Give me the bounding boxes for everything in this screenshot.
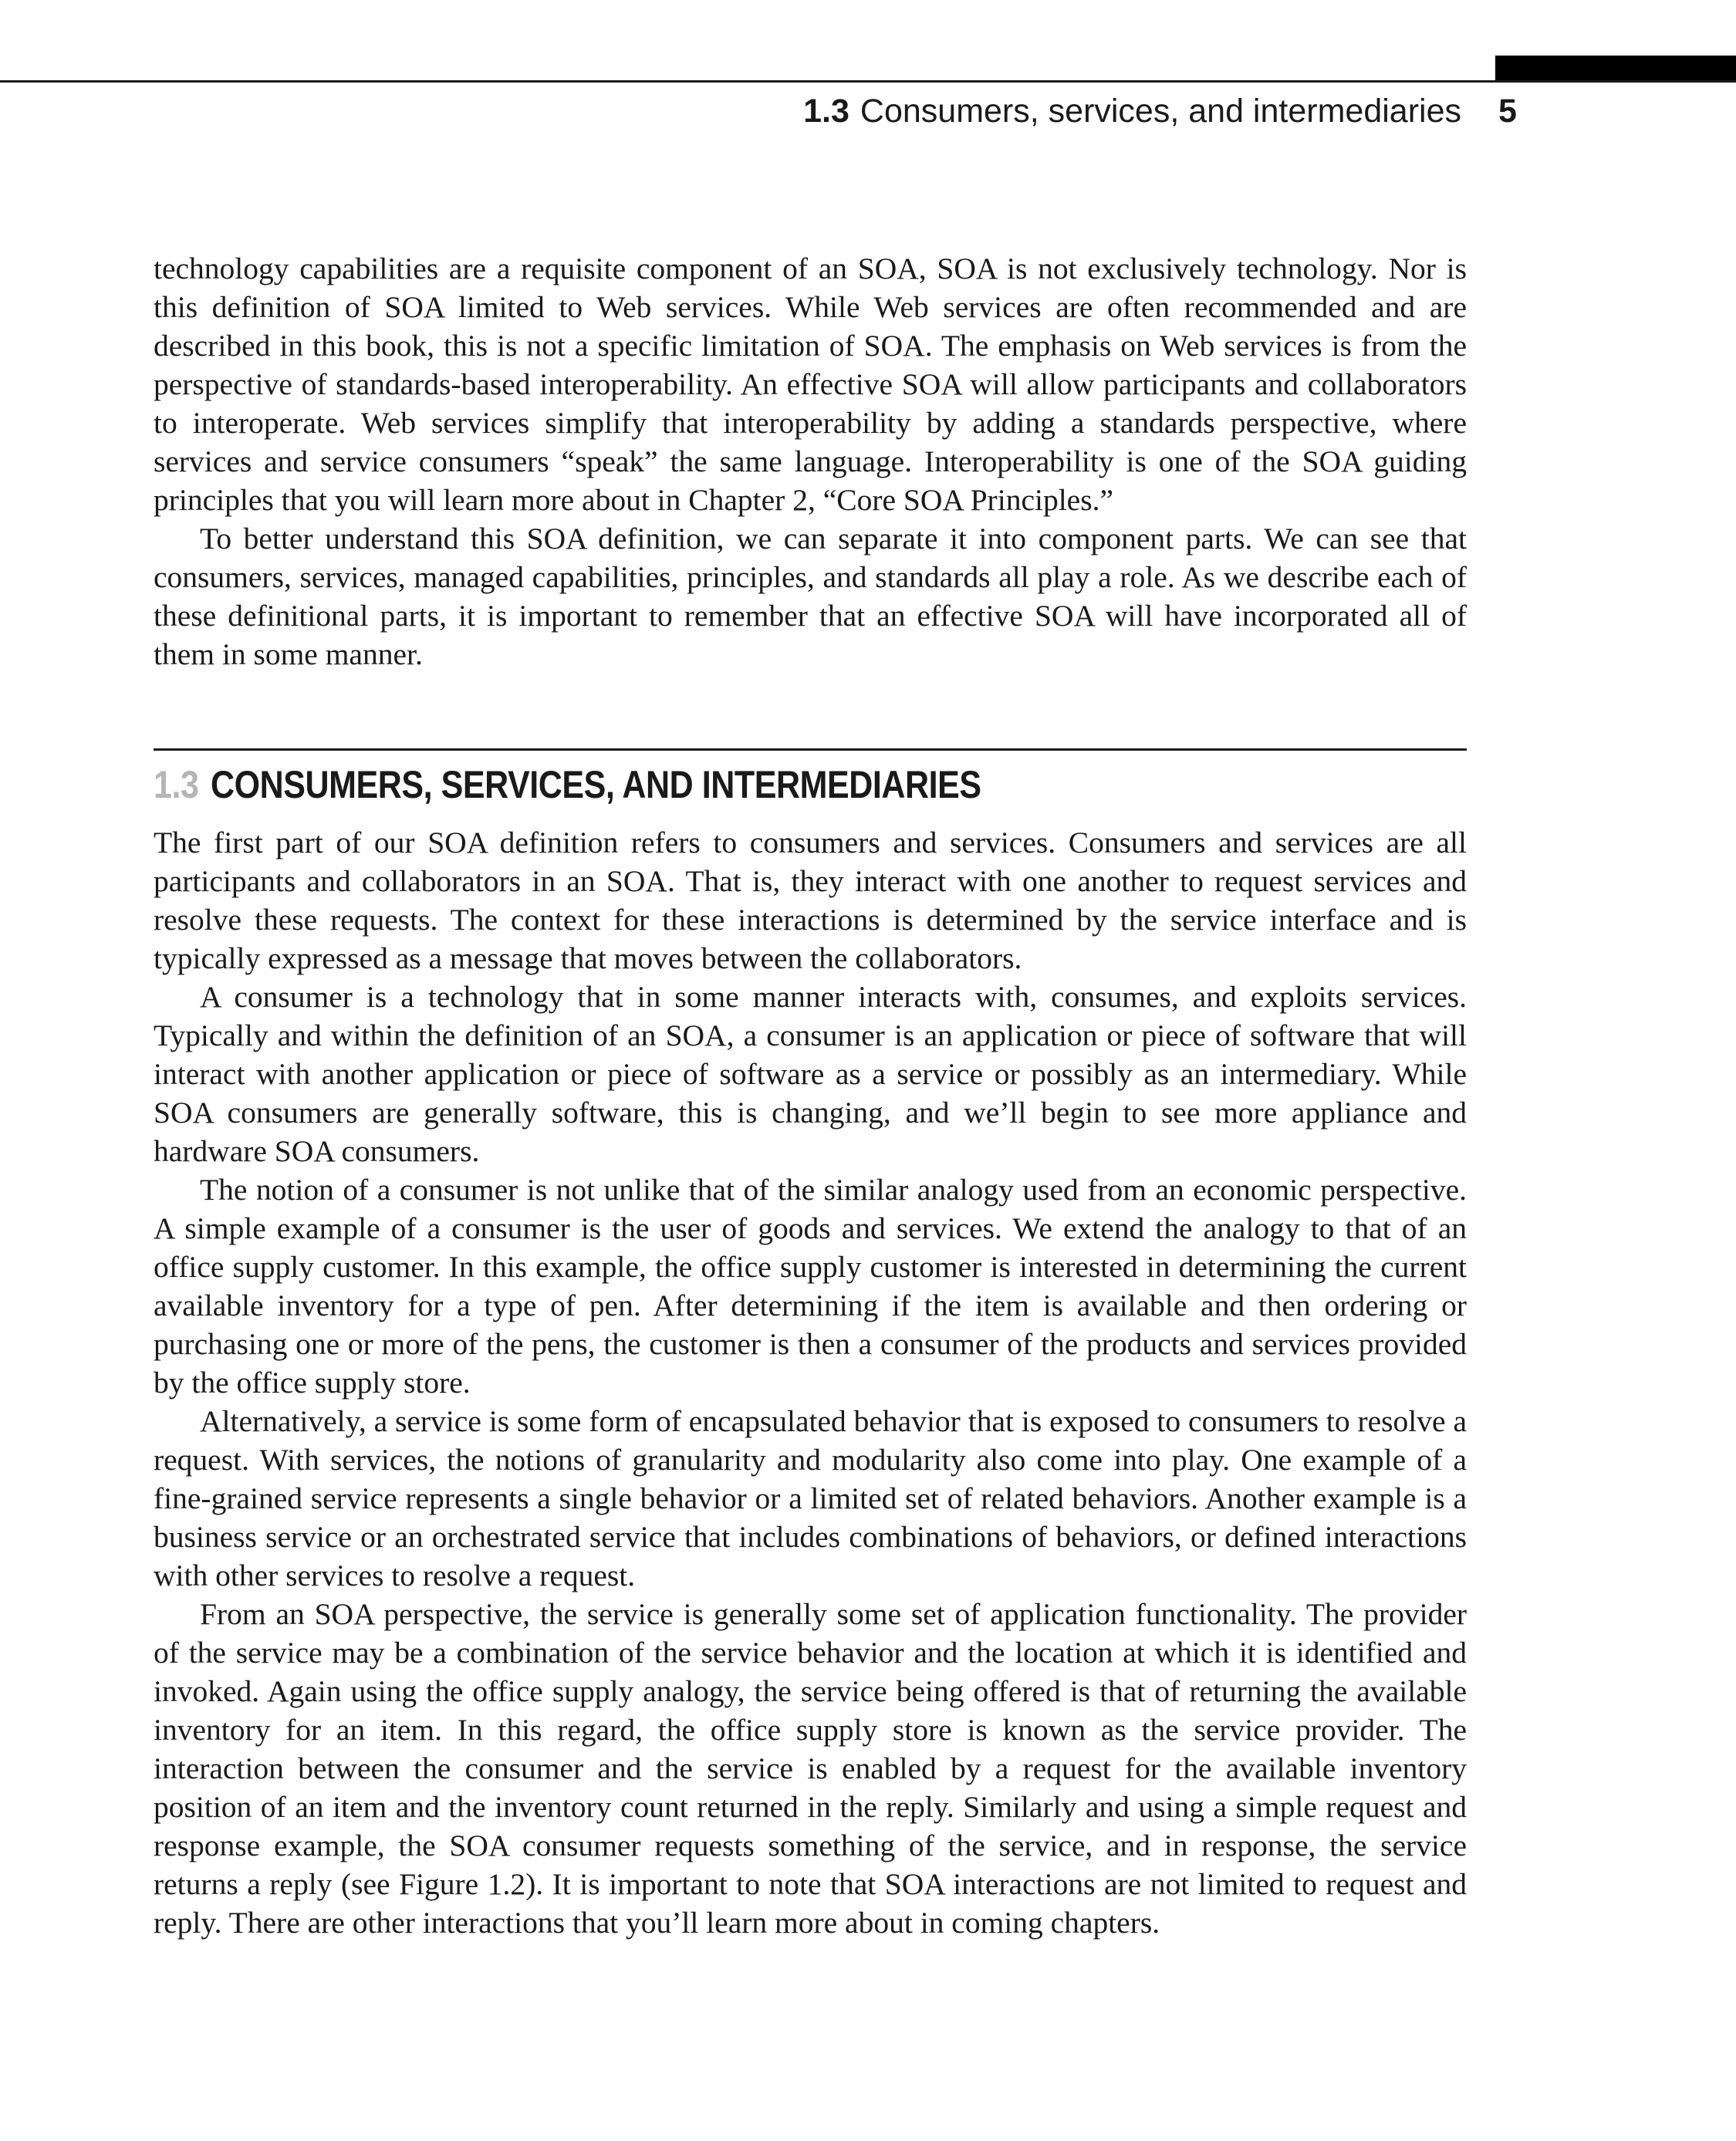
running-header-section-number: 1.3: [803, 93, 849, 130]
paragraph: The notion of a consumer is not unlike that of the similar analogy used from an economic perspective. A simple example of a consumer is the user of goods and services. We extend the analogy to that of an office supply customer. In this example, the office supply customer is interested in determining the current available inventory for a type of pen. After determining if the item is available and then ordering or purchasing one or more of the pens, the customer is then a consumer of the products and services provided by the office supply store.: [154, 1173, 1467, 1400]
section-heading: [154, 762, 981, 807]
section-text-block: [154, 823, 1467, 1942]
intro-text-block: [154, 249, 1467, 674]
paragraph: From an SOA perspective, the service is generally some set of application functionality. The provider of the service may be a combination of the service behavior and the location at which it is identified and invoked. Again using the office supply analogy, the service being offered is that of returning the available inventory for an item. In this regard, the office supply store is known as the service provider. The interaction between the consumer and the service is enabled by a request for the available inventory position of an item and the inventory count returned in the reply. Similarly and using a simple request and response example, the SOA consumer requests something of the service, and in response, the service returns a reply (see Figure 1.2). It is important to note that SOA interactions are not limited to request and reply. There are other interactions that you’ll learn more about in coming chapters.: [154, 1597, 1467, 1940]
paragraph: A consumer is a technology that in some manner interacts with, consumes, and exploits services. Typically and within the definition of an SOA, a consumer is an application or piece of software that will interact with another application or piece of software as a service or possibly as an intermediary. While SOA consumers are generally software, this is changing, and we’ll begin to see more appliance and hardware SOA consumers.: [154, 980, 1467, 1168]
paragraph: To better understand this SOA definition, we can separate it into component parts. We can see that consumers, services, managed capabilities, principles, and standards all play a role. As we describe each of these definitional parts, it is important to remember that an effective SOA will have incorporated all of them in some manner.: [154, 522, 1467, 671]
section-heading-number: 1.3: [154, 763, 199, 806]
header-rule: [0, 80, 1736, 83]
page-number: 5: [1498, 93, 1517, 130]
section-heading-title: CONSUMERS, SERVICES, AND INTERMEDIARIES: [210, 763, 981, 806]
running-header-section: [803, 93, 1461, 130]
paragraph: Alternatively, a service is some form of encapsulated behavior that is exposed to consumers to resolve a request. With services, the notions of granularity and modularity also come into play. One example of a fine-grained service represents a single behavior or a limited set of related behaviors. Another example is a business service or an orchestrated service that includes combinations of behaviors, or defined interactions with other services to resolve a request.: [154, 1404, 1467, 1592]
section-rule: [154, 748, 1467, 751]
paragraph: The first part of our SOA definition refers to consumers and services. Consumers and services are all participants and collaborators in an SOA. That is, they interact with one another to request services and resolve these requests. The context for these interactions is determined by the service interface and is typically expressed as a message that moves between the collaborators.: [154, 826, 1467, 975]
running-header-section-title: Consumers, services, and intermediaries: [860, 93, 1461, 130]
paragraph: technology capabilities are a requisite component of an SOA, SOA is not exclusively technology. Nor is this definition of SOA limited to Web services. While Web services are often recommended and are described in this book, this is not a specific limitation of SOA. The emphasis on Web services is from the perspective of standards-based interoperability. An effective SOA will allow participants and collaborators to interoperate. Web services simplify that interoperability by adding a standards perspective, where services and service consumers “speak” the same language. Interoperability is one of the SOA guiding principles that you will learn more about in Chapter 2, “Core SOA Principles.”: [154, 252, 1467, 517]
chapter-tab-marker: [1495, 56, 1736, 82]
